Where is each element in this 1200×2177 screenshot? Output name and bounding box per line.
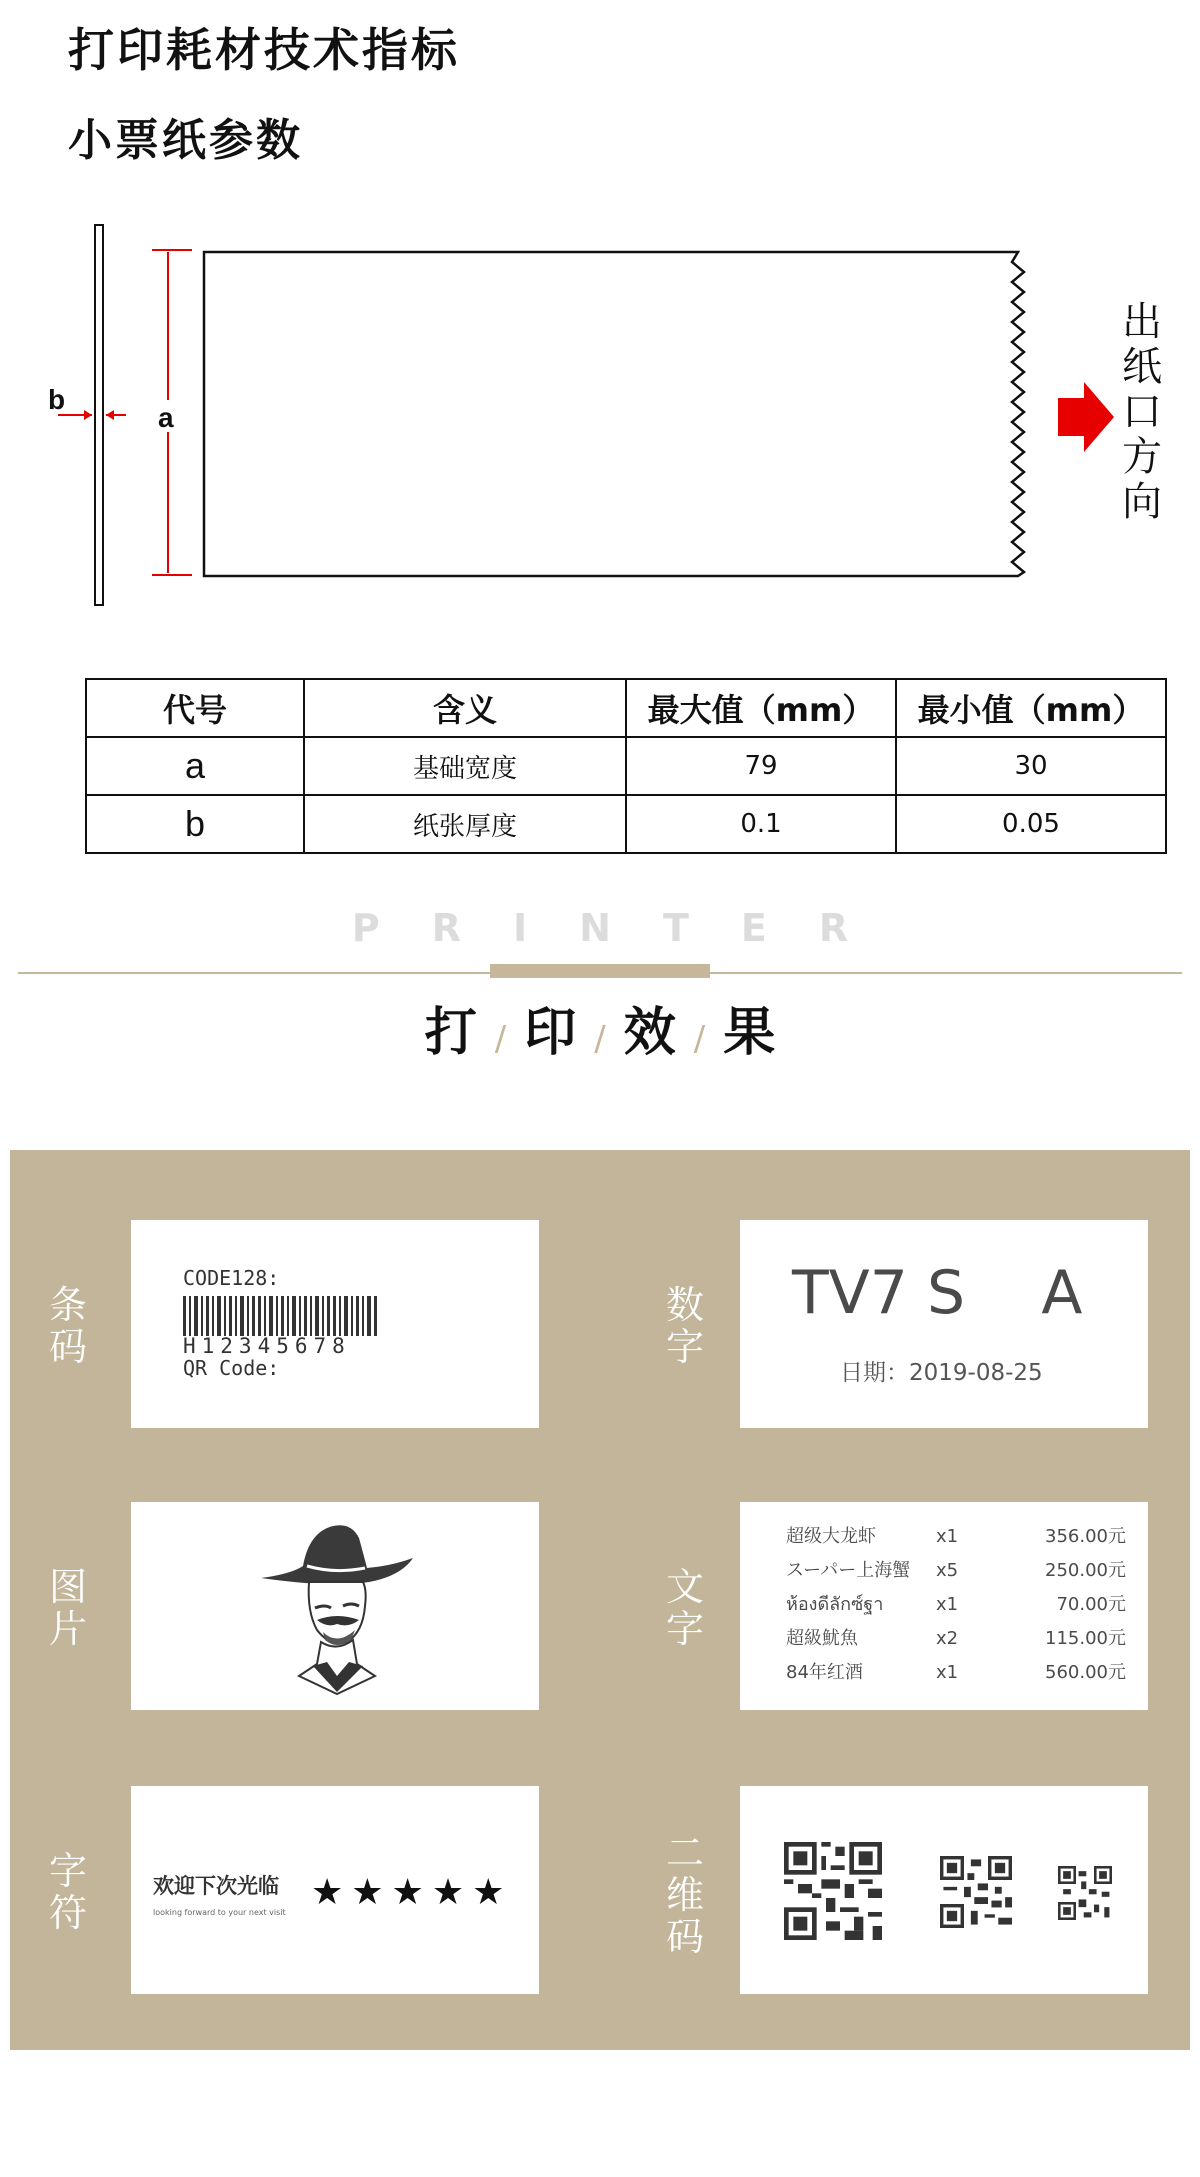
chars-sample-card — [131, 1786, 539, 1994]
barcode-graphic — [183, 1296, 383, 1336]
label-char: 维 — [665, 1873, 704, 1917]
qr-code-large — [784, 1842, 882, 1940]
label-char: 图 — [48, 1565, 87, 1609]
cowboy-portrait-image — [251, 1516, 421, 1696]
list-item — [786, 1554, 1126, 1588]
number-sample-date: 日期：2019-08-25 — [840, 1360, 1043, 1386]
table-row — [86, 795, 1166, 853]
title-separator: / — [693, 1019, 706, 1059]
label-qrcode — [660, 1832, 710, 1958]
cell-meaning: 基础宽度 — [304, 737, 626, 795]
label-barcode — [43, 1284, 93, 1368]
menu-list — [786, 1520, 1126, 1690]
number-sample-card — [740, 1220, 1148, 1428]
exit-arrow-icon — [1058, 382, 1114, 452]
page-title: 打印耗材技术指标 — [68, 23, 460, 77]
cell-min: 0.05 — [896, 795, 1166, 853]
list-item — [786, 1588, 1126, 1622]
item-name: スーパー上海蟹 — [786, 1560, 911, 1581]
label-char: 字 — [48, 1849, 87, 1893]
label-char: 数 — [665, 1283, 704, 1327]
welcome-subtext: looking forward to your next visit — [153, 1908, 286, 1917]
label-text — [660, 1566, 710, 1650]
paper-exit-direction — [1118, 300, 1166, 525]
col-header-max: 最大值（mm） — [626, 679, 896, 737]
label-number — [660, 1284, 710, 1368]
cell-meaning: 纸张厚度 — [304, 795, 626, 853]
item-name: 84年红酒 — [786, 1662, 863, 1683]
paper-diagram — [40, 210, 1190, 630]
barcode-digits: H12345678 — [183, 1334, 351, 1358]
label-image — [43, 1566, 93, 1650]
item-name: 超級魷魚 — [786, 1628, 858, 1649]
number-sample-text: TV7 S A — [792, 1258, 1083, 1328]
divider-bar — [490, 964, 710, 978]
list-item — [786, 1622, 1126, 1656]
table-row — [86, 737, 1166, 795]
item-name: 超级大龙虾 — [786, 1526, 876, 1547]
star-rating: ★★★★★ — [311, 1872, 513, 1913]
col-header-meaning: 含义 — [304, 679, 626, 737]
paper-face — [204, 252, 1024, 576]
label-char: 符 — [48, 1891, 87, 1935]
section-subtitle: 小票纸参数 — [68, 115, 303, 166]
table-header-row — [86, 679, 1166, 737]
label-char: 码 — [665, 1915, 704, 1959]
list-item — [786, 1656, 1126, 1690]
label-b: b — [48, 384, 66, 415]
qr-code-small — [1058, 1866, 1112, 1920]
title-separator: / — [494, 1019, 507, 1059]
item-price: 115.00元 — [1045, 1628, 1126, 1649]
title-char: 印 — [524, 1003, 577, 1063]
title-char: 打 — [424, 1003, 477, 1063]
label-char: 二 — [665, 1831, 704, 1875]
label-chars — [43, 1850, 93, 1934]
cell-max: 79 — [626, 737, 896, 795]
cell-min: 30 — [896, 737, 1166, 795]
label-a: a — [158, 402, 174, 433]
label-char: 字 — [665, 1325, 704, 1369]
item-qty: x2 — [936, 1628, 959, 1649]
label-char: 条 — [48, 1283, 87, 1327]
item-qty: x5 — [936, 1560, 959, 1581]
sample-panel — [10, 1150, 1190, 2050]
spec-table — [85, 678, 1167, 854]
item-price: 250.00元 — [1045, 1560, 1126, 1581]
welcome-text: 欢迎下次光临 — [153, 1874, 279, 1898]
item-qty: x1 — [936, 1594, 959, 1615]
barcode-sample-card — [131, 1220, 539, 1428]
text-sample-card — [740, 1502, 1148, 1710]
paper-edge-view — [95, 225, 103, 605]
item-price: 356.00元 — [1045, 1526, 1126, 1547]
label-char: 片 — [48, 1607, 87, 1651]
cell-code: b — [86, 795, 304, 853]
title-separator: / — [594, 1019, 606, 1059]
qr-code-medium — [940, 1856, 1012, 1928]
image-sample-card — [131, 1502, 539, 1710]
col-header-code: 代号 — [86, 679, 304, 737]
barcode-title: CODE128: — [183, 1266, 280, 1290]
label-char: 字 — [665, 1607, 704, 1651]
item-qty: x1 — [936, 1662, 959, 1683]
item-price: 70.00元 — [1056, 1594, 1126, 1615]
direction-char: 出 — [1122, 299, 1162, 345]
label-char: 文 — [665, 1565, 704, 1609]
item-qty: x1 — [936, 1526, 959, 1547]
direction-char: 向 — [1122, 479, 1162, 525]
direction-char: 纸 — [1122, 344, 1162, 390]
list-item — [786, 1520, 1126, 1554]
printer-watermark: PRINTER — [351, 906, 901, 950]
qrcode-sample-card — [740, 1786, 1148, 1994]
title-char: 果 — [723, 1003, 776, 1063]
direction-char: 方 — [1122, 434, 1162, 480]
print-effect-title — [0, 990, 1200, 1065]
label-char: 码 — [48, 1325, 87, 1369]
col-header-min: 最小值（mm） — [896, 679, 1166, 737]
direction-char: 口 — [1122, 389, 1162, 435]
qr-code-label: QR Code: — [183, 1356, 280, 1380]
title-char: 效 — [623, 1003, 676, 1063]
cell-code: a — [86, 737, 304, 795]
item-price: 560.00元 — [1045, 1662, 1126, 1683]
cell-max: 0.1 — [626, 795, 896, 853]
item-name: ห้องดีลักซ์ฐา — [786, 1594, 884, 1615]
